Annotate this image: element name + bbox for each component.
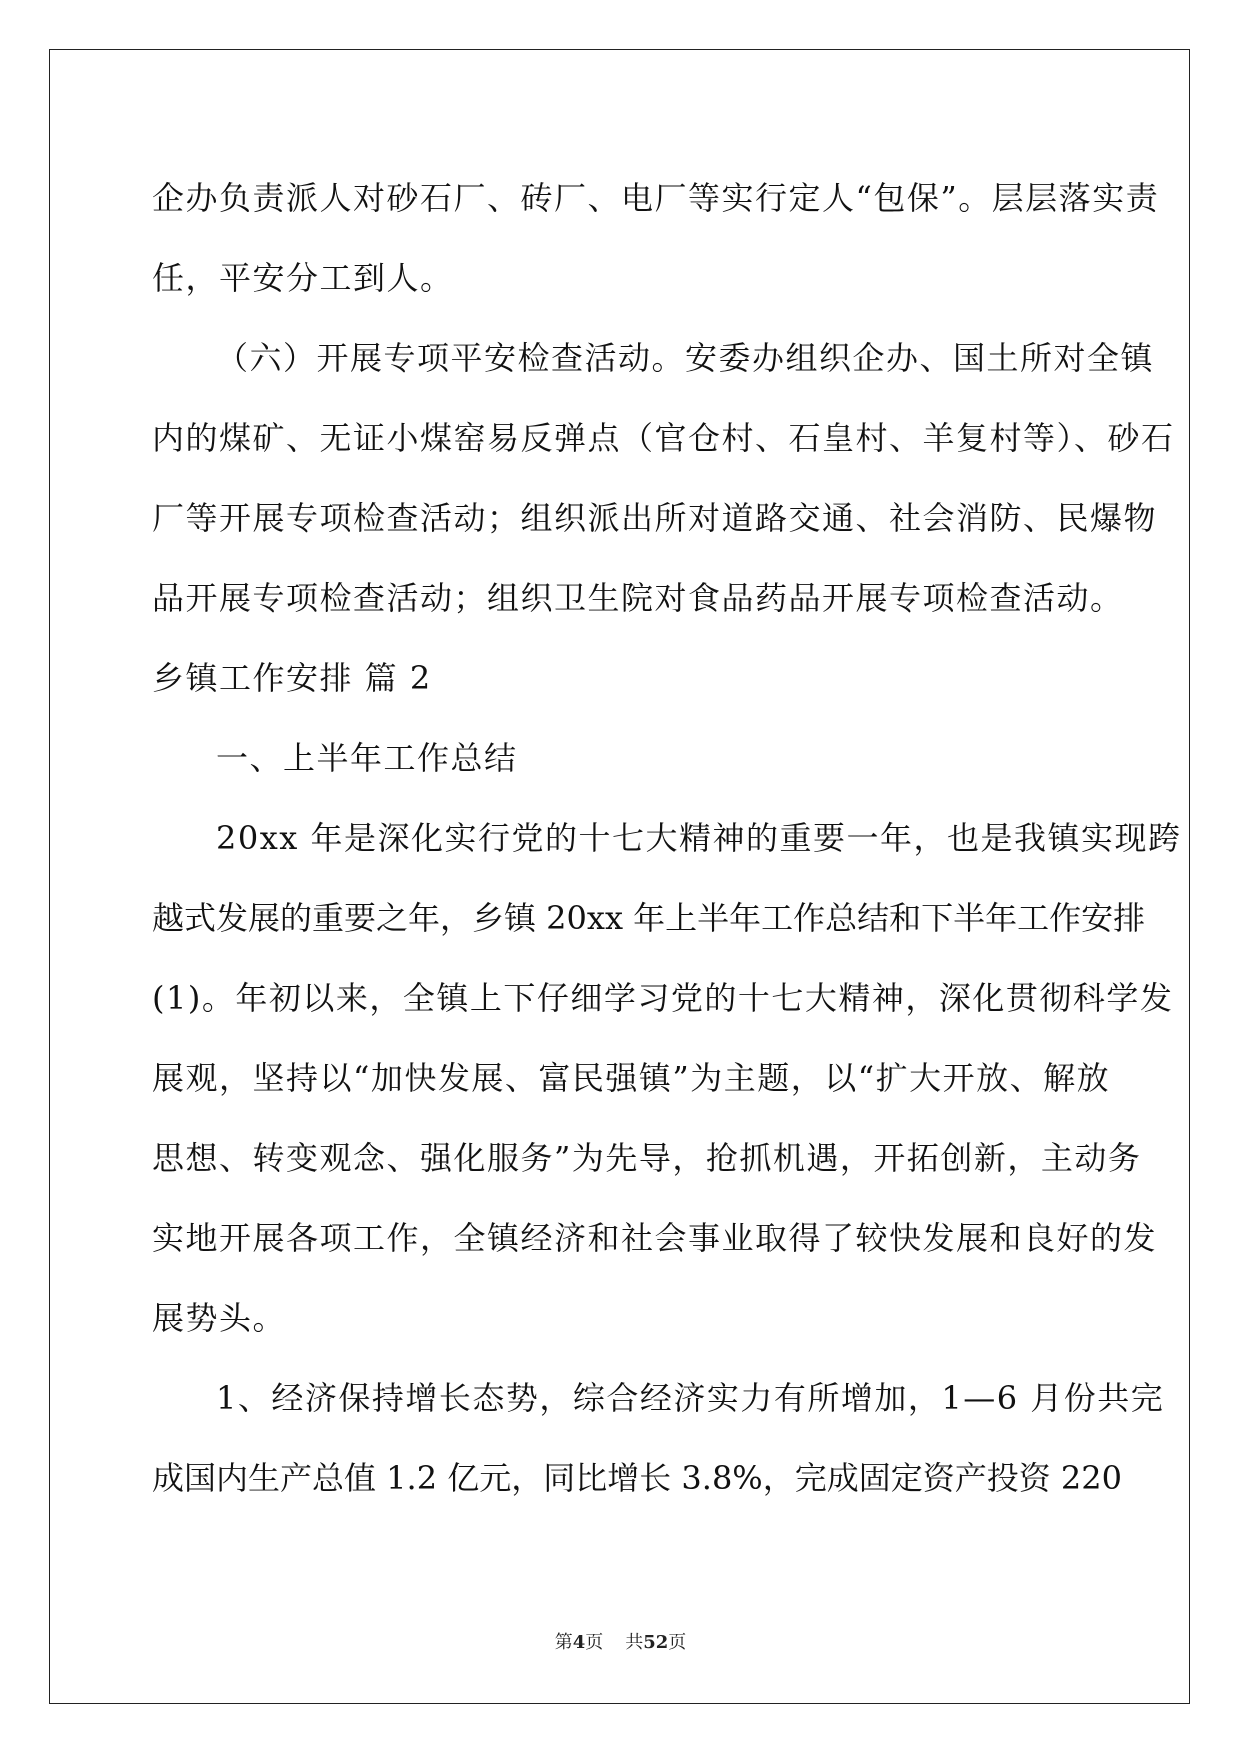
paragraph-line: 1、经济保持增长态势，综合经济实力有所增加，1—6 月份共完: [216, 1379, 1165, 1417]
paragraph-line: 品开展专项检查活动；组织卫生院对食品药品开展专项检查活动。: [152, 579, 1124, 617]
paragraph-line: 展观，坚持以“加快发展、富民强镇”为主题，以“扩大开放、解放: [152, 1059, 1111, 1097]
paragraph-line: 越式发展的重要之年，乡镇 20xx 年上半年工作总结和下半年工作安排: [152, 899, 1146, 937]
page-number-prefix: 第: [554, 1632, 573, 1653]
document-body: [152, 158, 1182, 1518]
paragraph-line: (1)。年初以来，全镇上下仔细学习党的十七大精神，深化贯彻科学发: [152, 979, 1174, 1017]
page-number-suffix: 页: [585, 1632, 604, 1653]
paragraph-line: （六）开展专项平安检查活动。安委办组织企办、国土所对全镇: [216, 339, 1155, 377]
paragraph-line: 内的煤矿、无证小煤窑易反弹点（官仓村、石皇村、羊复村等）、砂石: [152, 419, 1175, 457]
paragraph-line: 展势头。: [152, 1299, 287, 1337]
subsection-heading: 一、上半年工作总结: [216, 739, 518, 777]
paragraph-line: 成国内生产总值 1.2 亿元，同比增长 3.8%，完成固定资产投资 220: [152, 1459, 1122, 1497]
paragraph-line: 企办负责派人对砂石厂、砖厂、电厂等实行定人“包保”。层层落实责: [152, 179, 1160, 217]
total-pages-count: 52: [643, 1632, 669, 1653]
paragraph-line: 20xx 年是深化实行党的十七大精神的重要一年，也是我镇实现跨: [216, 819, 1182, 857]
section-heading: 乡镇工作安排 篇 2: [152, 659, 432, 697]
total-pages-suffix: 页: [668, 1632, 687, 1653]
total-pages-prefix: 共: [625, 1632, 644, 1653]
paragraph-line: 思想、转变观念、强化服务”为先导，抢抓机遇，开拓创新，主动务: [152, 1139, 1142, 1177]
page-number-current: 4: [572, 1632, 586, 1653]
paragraph-line: 实地开展各项工作，全镇经济和社会事业取得了较快发展和良好的发: [152, 1219, 1158, 1257]
paragraph-line: 厂等开展专项检查活动；组织派出所对道路交通、社会消防、民爆物: [152, 499, 1158, 537]
paragraph-line: 任，平安分工到人。: [152, 259, 454, 297]
page-footer: [0, 1628, 1241, 1654]
